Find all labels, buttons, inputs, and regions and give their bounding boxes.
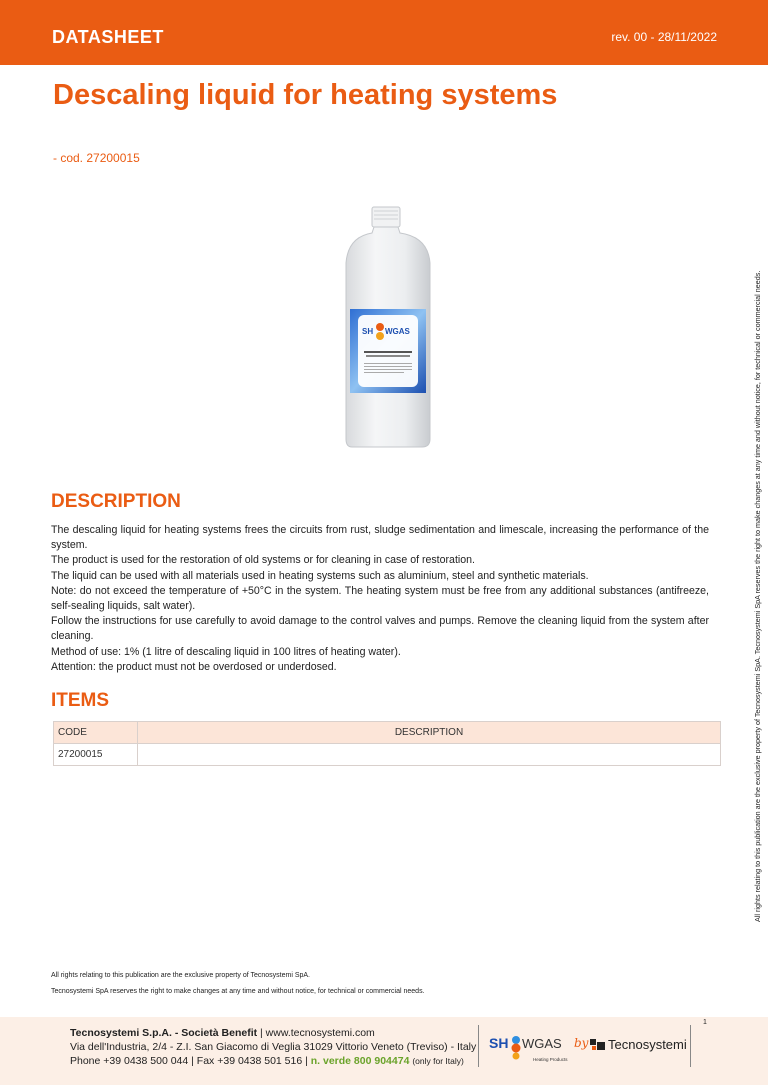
showgas-logo-icon [489,1031,579,1065]
footer-contact-line [70,1055,464,1067]
description-paragraph: The product is used for the restoration of old systems or for cleaning in case of restoration. [51,554,475,567]
svg-text:WGAS: WGAS [522,1036,562,1051]
svg-text:WGAS: WGAS [385,327,410,336]
description-paragraph: Attention: the product must not be overdosed or underdosed. [51,660,337,673]
header-bar [0,0,768,65]
description-paragraph: Method of use: 1% (1 litre of descaling liquid in 100 litres of heating water). [51,645,401,658]
description-heading: DESCRIPTION [51,491,181,512]
svg-text:SH: SH [489,1035,509,1051]
footer [0,1017,768,1085]
toll-free-note: (only for Italy) [412,1056,464,1066]
side-rights-notice: All rights relating to this publication are the exclusive property of Tecnosystemi SpA. Tecnosystemi SpA reserves the right to make changes at any time and without notice, for technical or commercial needs. [753,270,762,922]
table-header-row [54,722,721,744]
rights-line-2: Tecnosystemi SpA reserves the right to make changes at any time and without notice, for technical or commercial needs. [51,988,425,995]
svg-text:SH: SH [362,327,374,336]
rights-line-1: All rights relating to this publication are the exclusive property of Tecnosystemi SpA. [51,972,310,979]
product-code: - cod. 27200015 [53,151,140,165]
items-heading: ITEMS [51,690,110,711]
toll-free-number: n. verde 800 904474 [310,1055,410,1067]
footer-company-line [70,1027,375,1039]
showgas-logo [489,1031,579,1065]
svg-text:Heating Products: Heating Products [533,1057,568,1062]
footer-divider [478,1025,479,1067]
tecnosystemi-mark-icon [590,1038,605,1049]
tecnosystemi-logo [590,1037,687,1052]
page-title: Descaling liquid for heating systems [53,79,558,111]
items-table [53,721,721,766]
page-number: 1 [703,1019,707,1026]
item-code-cell: 27200015 [54,744,138,766]
product-image [338,203,438,453]
description-paragraph: The descaling liquid for heating systems frees the circuits from rust, sludge sedimentation and limescale, increasing the performance of the system. [51,524,709,552]
column-header-code: CODE [54,722,138,744]
description-paragraph: The liquid can be used with all materials used in heating systems such as aluminium, steel and synthetic materials. [51,569,589,582]
bottle-illustration [338,203,438,453]
item-description-cell [138,744,721,766]
description-paragraph: Follow the instructions for use carefully to avoid damage to the control valves and pumps. Remove the cleaning liquid from the system after cleaning. [51,615,709,643]
datasheet-label: DATASHEET [52,27,164,47]
website-link[interactable]: | www.tecnosystemi.com [260,1027,375,1039]
footer-divider-right [690,1025,691,1067]
description-body [51,523,709,675]
footer-address: Via dell'Industria, 2/4 - Z.I. San Giacomo di Veglia 31029 Vittorio Veneto (Treviso) - Italy [70,1041,477,1053]
logo-by-text: by [574,1036,589,1050]
tecnosystemi-logo-text: Tecnosystemi [608,1037,687,1052]
company-name: Tecnosystemi S.p.A. - Società Benefit [70,1027,258,1039]
column-header-description: DESCRIPTION [138,722,721,744]
revision-date: rev. 00 - 28/11/2022 [611,30,717,44]
table-row [54,744,721,766]
description-paragraph: Note: do not exceed the temperature of +50°C in the system. The heating system must be free from any additional substances (antifreeze, self-sealing liquids, salt water). [51,584,709,613]
phone-fax: Phone +39 0438 500 044 | Fax +39 0438 501 516 | [70,1055,308,1067]
